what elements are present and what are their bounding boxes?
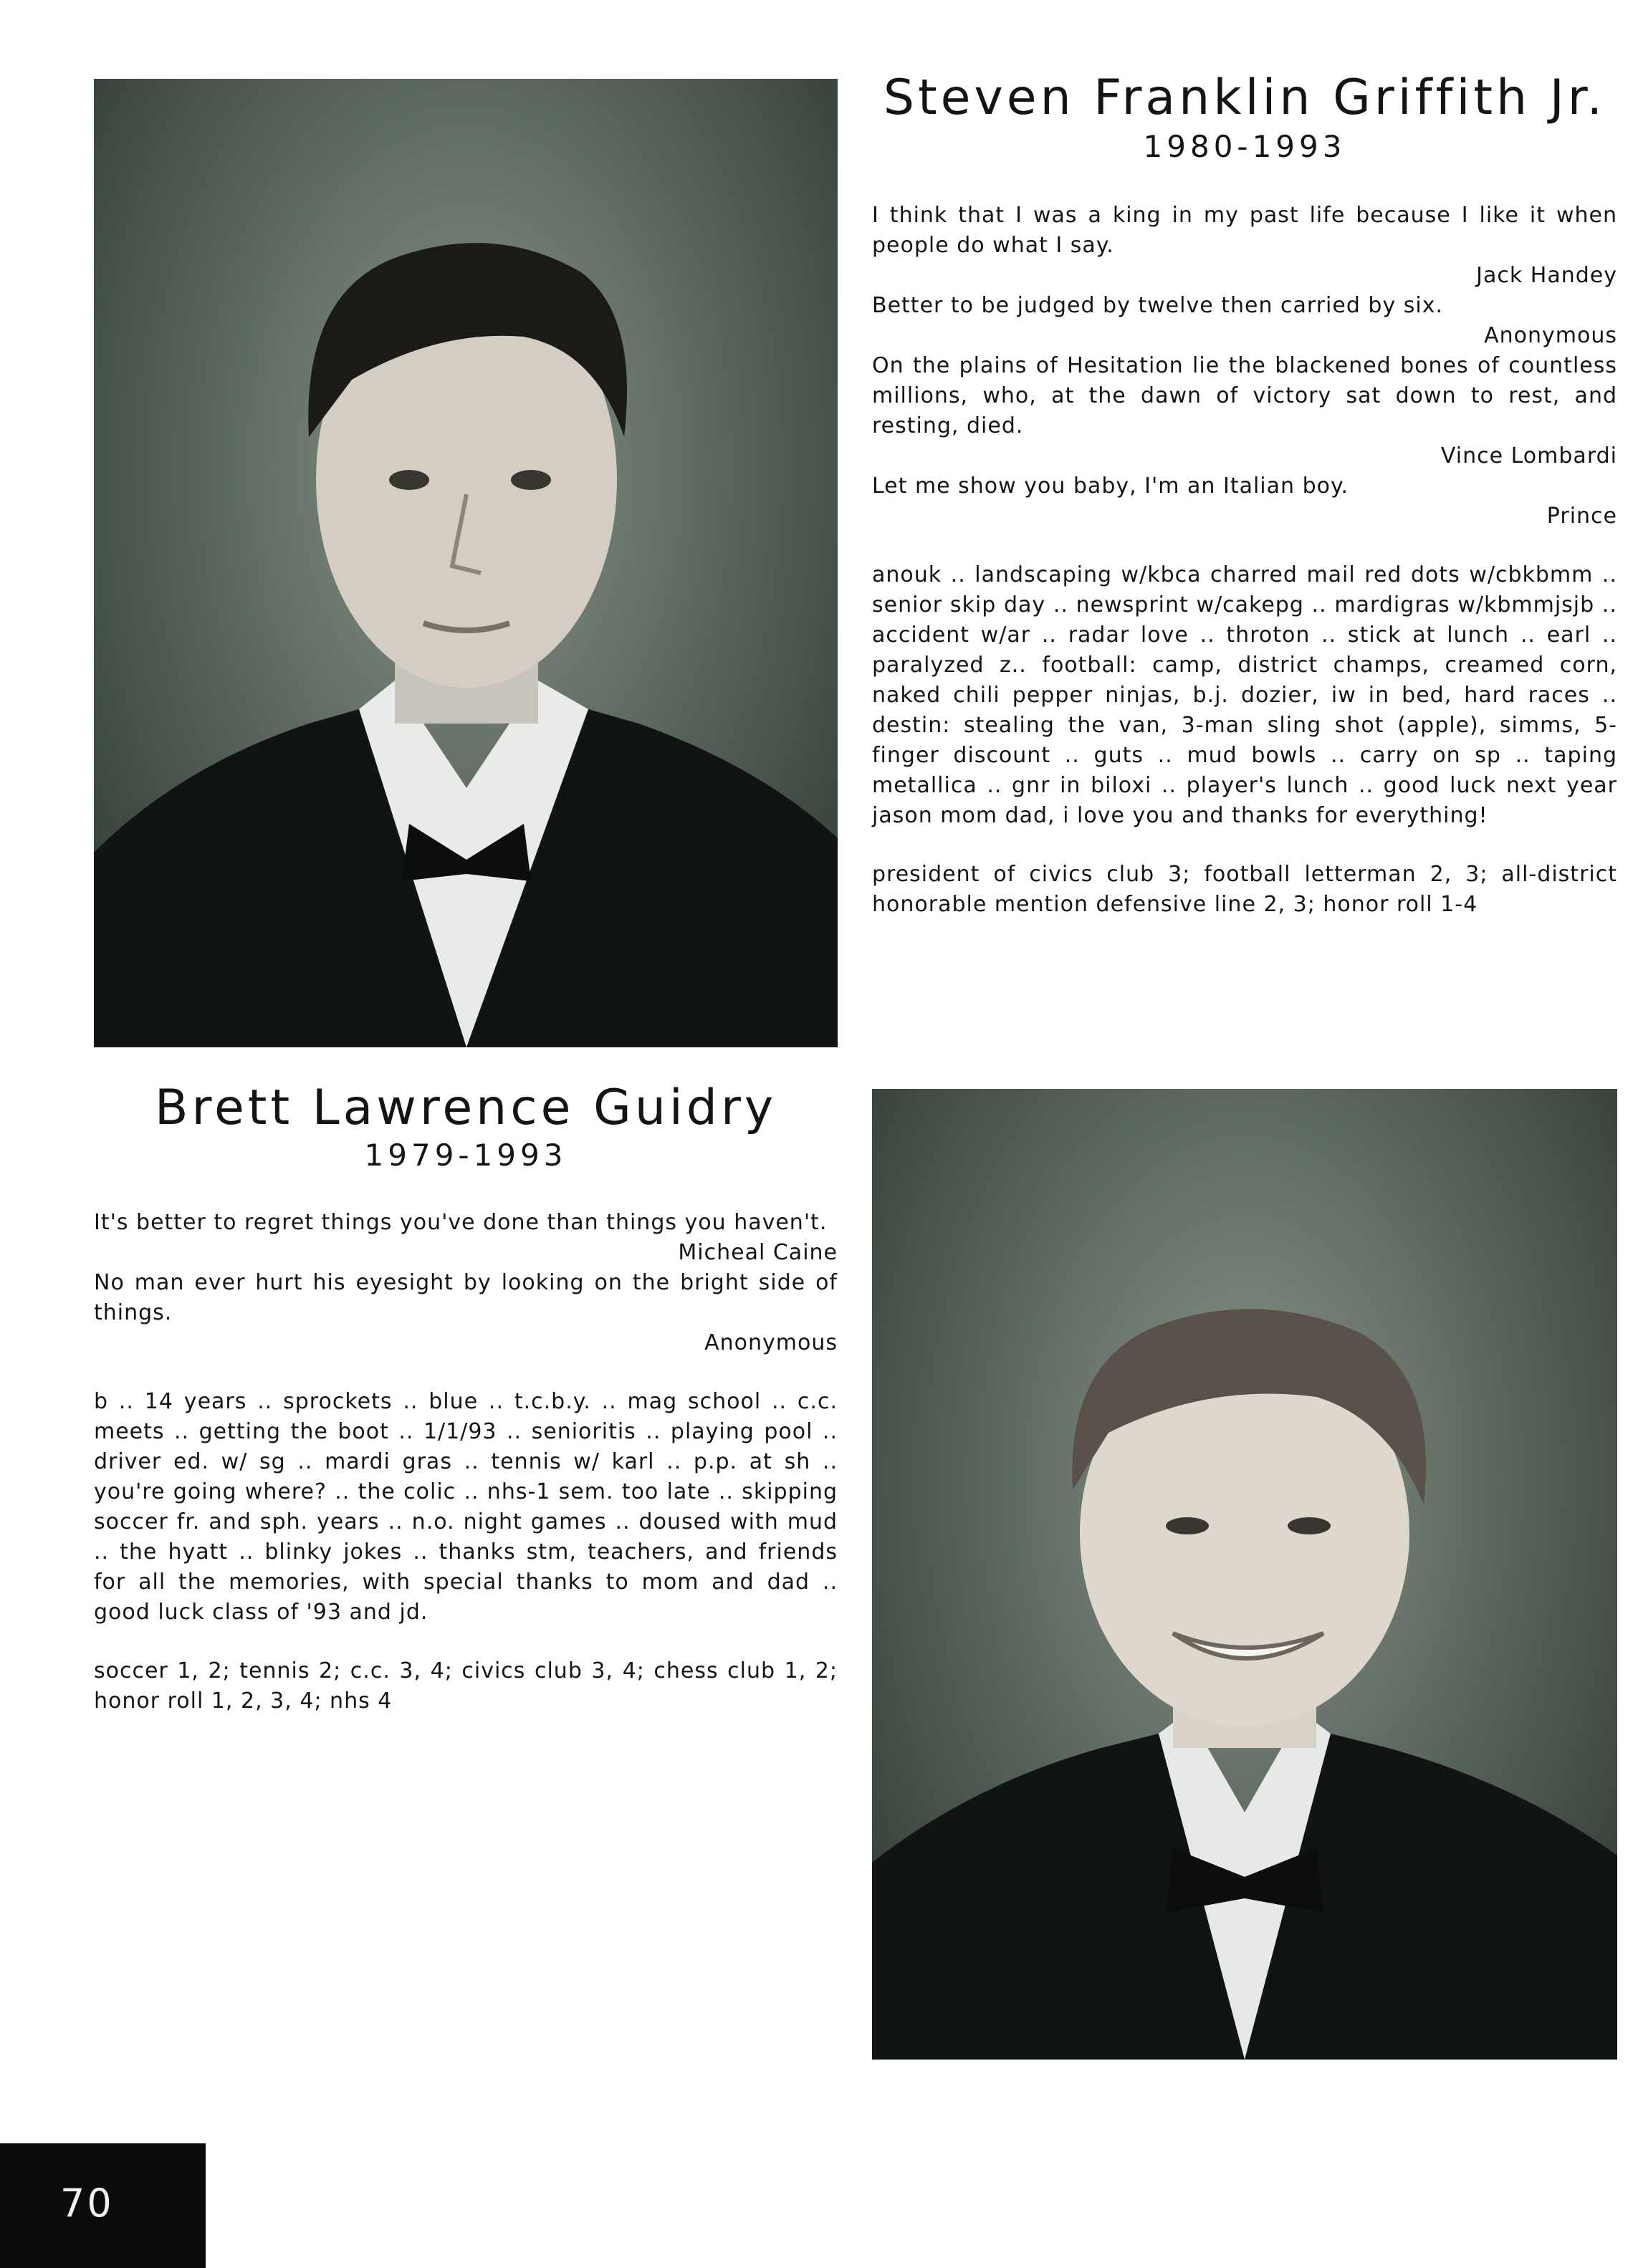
student-name: Steven Franklin Griffith Jr. [883,69,1606,126]
student-text-column [94,1208,838,1716]
portrait-silhouette [872,1089,1617,2060]
student-years: 1979-1993 [364,1138,568,1173]
student-text-column [872,201,1617,920]
quote-text: Let me show you baby, I'm an Italian boy. [872,474,1349,499]
quote-author: Micheal Caine [678,1240,838,1265]
memories-paragraph: anouk .. landscaping w/kbca charred mail red dots w/cbkbmm .. senior skip day .. newsprint w/cakepg .. mardigras w/kbmmjsjb .. accident w/ar .. radar love .. throton .. stick at lunch .. earl .. paralyzed z.. football: camp, district champs, creamed corn, naked chili pepper ninjas, b.j. dozier, iw in bed, hard races .. destin: stealing the van, 3-man sling shot (apple), simms, 5-finger discount .. guts .. mud bowls .. carry on sp .. taping metallica .. gnr in biloxi .. player's lunch .. good luck next year jason mom dad, i love you and thanks for everything! [872,562,1617,828]
quote-author: Anonymous [1484,323,1617,348]
memories-paragraph: b .. 14 years .. sprockets .. blue .. t.c.b.y. .. mag school .. c.c. meets .. getting the boot .. 1/1/93 .. senioritis .. playing pool .. driver ed. w/ sg .. mardi gras .. tennis w/ karl .. p.p. at sh .. you're going where? .. the colic .. nhs-1 sem. too late .. skipping soccer fr. and sph. years .. n.o. night games .. doused with mud .. the hyatt .. blinky jokes .. thanks stm, teachers, and friends for all the memories, with special thanks to mom and dad .. good luck class of '93 and jd. [94,1389,838,1625]
portrait-silhouette [94,79,838,1047]
quote-author: Jack Handey [1476,263,1617,288]
quote-text: On the plains of Hesitation lie the blackened bones of countless millions, who, at the dawn of victory sat down to rest, and resting, died. [872,353,1617,438]
quote-text: Better to be judged by twelve then carried by six. [872,293,1443,318]
quote-author: Prince [1546,504,1617,529]
page-number: 70 [60,2181,114,2226]
quote-text: I think that I was a king in my past life because I like it when people do what I say. [872,203,1617,258]
student-name: Brett Lawrence Guidry [154,1080,777,1136]
activities-paragraph: soccer 1, 2; tennis 2; c.c. 3, 4; civics club 3, 4; chess club 1, 2; honor roll 1, 2, 3, 4; nhs 4 [94,1658,838,1714]
activities-paragraph: president of civics club 3; football letterman 2, 3; all-district honorable mention defensive line 2, 3; honor roll 1-4 [872,862,1617,917]
student-years: 1980-1993 [1143,129,1346,164]
portrait-photo-brett-guidry [872,1089,1617,2060]
portrait-photo-steven-griffith [94,79,838,1047]
page-number-block [0,2143,206,2268]
quote-author: Vince Lombardi [1440,443,1617,469]
quote-author: Anonymous [704,1330,838,1355]
quote-text: It's better to regret things you've done than things you haven't. [94,1210,828,1235]
quote-text: No man ever hurt his eyesight by looking on the bright side of things. [94,1270,838,1325]
